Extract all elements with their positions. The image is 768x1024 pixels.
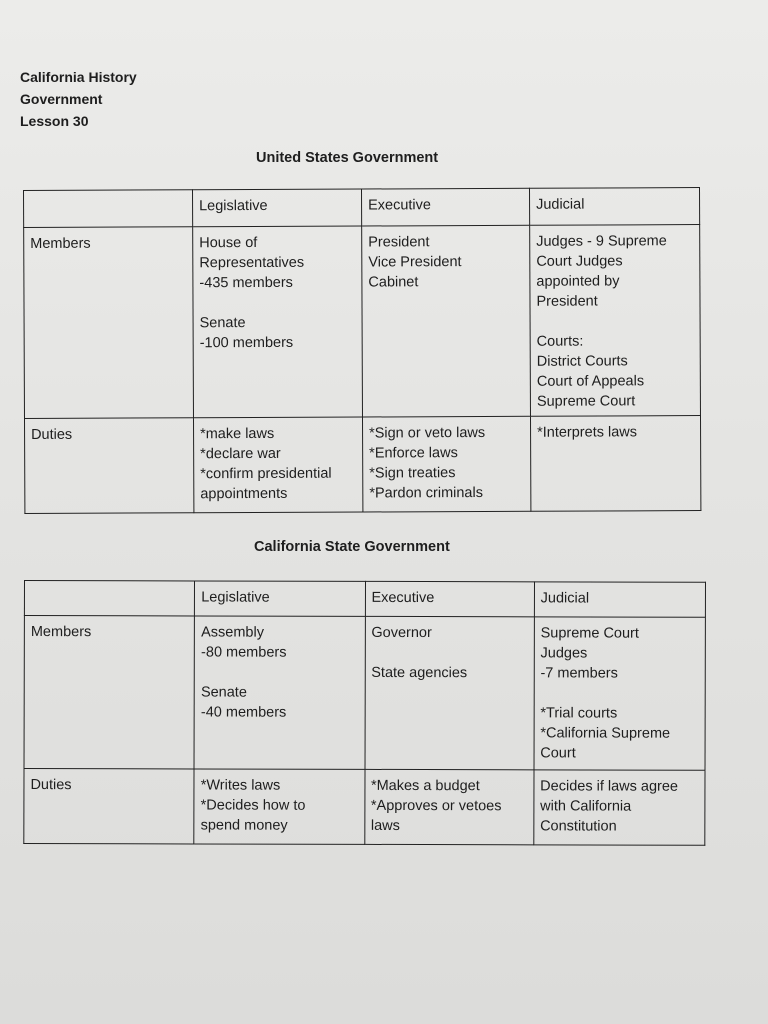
header-cell-judicial: Judicial <box>534 582 705 617</box>
us-government-table <box>23 187 701 514</box>
unit-name: Government <box>20 91 103 107</box>
duties-row <box>24 769 705 846</box>
duties-judicial-cell: *Interprets laws <box>530 416 700 512</box>
header-cell-judicial: Judicial <box>529 188 699 226</box>
row-label-members: Members <box>24 227 194 419</box>
header-cell-empty <box>24 581 194 616</box>
members-executive-cell: Governor State agencies <box>365 616 535 769</box>
us-government-title: United States Government <box>256 150 439 166</box>
row-label-members: Members <box>24 616 195 769</box>
california-government-table <box>23 580 706 846</box>
duties-row <box>24 416 700 514</box>
california-government-title: California State Government <box>254 539 450 555</box>
members-row <box>24 616 705 771</box>
header-cell-executive: Executive <box>365 581 534 616</box>
worksheet-header <box>20 66 137 132</box>
duties-judicial-cell: Decides if laws agree with California Constitution <box>534 770 705 845</box>
members-judicial-cell: Supreme Court Judges -7 members *Trial courts *California Supreme Court <box>534 617 706 770</box>
table-header-row <box>24 188 700 228</box>
table-header-row <box>24 581 705 618</box>
duties-legislative-cell: *Writes laws *Decides how to spend money <box>194 769 364 844</box>
members-executive-cell: President Vice President Cabinet <box>362 225 531 417</box>
members-judicial-cell: Judges - 9 Supreme Court Judges appointed by President Courts: District Courts Court of Appeals Supreme Court <box>530 225 701 417</box>
lesson-number: Lesson 30 <box>20 113 89 129</box>
members-legislative-cell: Assembly -80 members Senate -40 members <box>194 616 365 769</box>
row-label-duties: Duties <box>24 418 193 514</box>
members-legislative-cell: House of Representatives -435 members Senate -100 members <box>193 226 363 418</box>
duties-executive-cell: *Makes a budget *Approves or vetoes laws <box>364 769 533 844</box>
header-cell-executive: Executive <box>361 188 529 226</box>
header-cell-legislative: Legislative <box>193 189 362 227</box>
header-cell-legislative: Legislative <box>195 581 365 616</box>
duties-legislative-cell: *make laws *declare war *confirm presidential appointments <box>193 417 362 513</box>
row-label-duties: Duties <box>24 769 194 844</box>
duties-executive-cell: *Sign or veto laws *Enforce laws *Sign treaties *Pardon criminals <box>362 416 530 512</box>
course-name: California History <box>20 69 137 85</box>
header-cell-empty <box>24 190 193 228</box>
members-row <box>24 225 701 419</box>
